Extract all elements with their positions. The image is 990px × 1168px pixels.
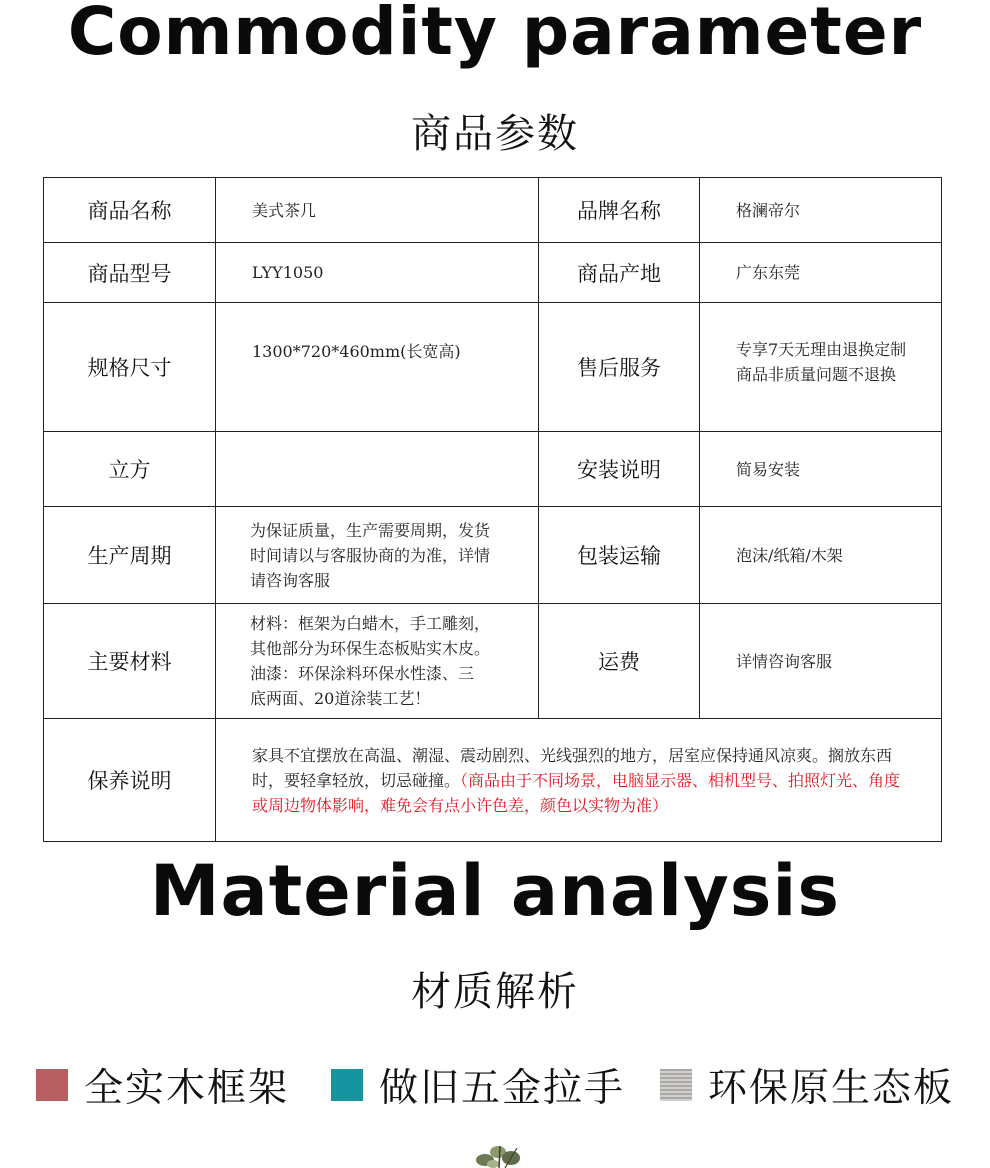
param-value-line: 请咨询客服: [250, 570, 331, 590]
parameter-table: [43, 177, 942, 842]
param-value: 详情咨询客服: [700, 604, 942, 719]
param-value: [700, 303, 942, 432]
legend-swatch: [36, 1069, 68, 1101]
table-row: [44, 243, 942, 303]
title-chinese-material: 材质解析: [411, 969, 579, 1015]
param-value: 简易安装: [700, 432, 942, 507]
param-value: LYY1050: [216, 243, 539, 303]
param-value-line: 专享7天无理由退换定制: [736, 340, 907, 359]
legend-label: 环保原生态板: [708, 1066, 955, 1111]
plant-decoration: [465, 1138, 535, 1168]
param-value-line: 商品非质量问题不退换: [736, 365, 897, 384]
table-row: [44, 432, 942, 507]
param-value: 1300*720*460mm(长宽高): [216, 303, 539, 432]
param-label: 立方: [44, 432, 216, 507]
title-chinese-parameter: 商品参数: [411, 111, 579, 157]
title-english-parameter: Commodity parameter: [67, 0, 923, 70]
color-disclaimer: （商品由于不同场景，电脑显示器、相机型号、拍照灯光、角度或周边物体影响，难免会有点小许色差，颜色以实物为准）: [252, 770, 901, 815]
param-value: [216, 507, 539, 604]
param-label: 商品型号: [44, 243, 216, 303]
table-row: [44, 507, 942, 604]
param-label: 售后服务: [539, 303, 700, 432]
param-value: 格澜帝尔: [700, 178, 942, 243]
legend-item: [331, 1058, 625, 1112]
care-instructions: [216, 719, 942, 842]
param-label: 商品产地: [539, 243, 700, 303]
param-value: [216, 432, 539, 507]
param-label: 包装运输: [539, 507, 700, 604]
legend-swatch: [331, 1069, 363, 1101]
param-label: 保养说明: [44, 719, 216, 842]
param-label: 商品名称: [44, 178, 216, 243]
table-row: [44, 604, 942, 719]
param-label: 运费: [539, 604, 700, 719]
title-english-material: Material analysis: [149, 850, 841, 932]
param-label: 安装说明: [539, 432, 700, 507]
legend-label: 做旧五金拉手: [379, 1066, 626, 1111]
param-value-line: 其他部分为环保生态板贴实木皮。: [250, 639, 491, 658]
param-value-line: 为保证质量，生产需要周期，发货: [250, 520, 491, 540]
param-value: 广东东莞: [700, 243, 942, 303]
param-label: 生产周期: [44, 507, 216, 604]
table-row: [44, 719, 942, 842]
param-value-line: 油漆：环保涂料环保水性漆、三: [250, 664, 475, 683]
param-value: 泡沫/纸箱/木架: [700, 507, 942, 604]
param-value-line: 底两面、20道涂装工艺！: [250, 689, 431, 708]
table-row: [44, 303, 942, 432]
param-label: 品牌名称: [539, 178, 700, 243]
legend-label: 全实木框架: [84, 1066, 290, 1111]
param-label: 主要材料: [44, 604, 216, 719]
param-value-line: 材料：框架为白蜡木，手工雕刻，: [250, 614, 491, 633]
param-value-line: 时间请以与客服协商的为准，详情: [250, 545, 491, 565]
care-text: 家具不宜摆放在高温、潮湿、震动剧烈、光线强烈的地方，居室应保持通风凉爽。搁放东西时，要轻拿轻放，切忌碰撞。: [252, 745, 893, 790]
material-legend: [0, 1058, 990, 1112]
param-label: 规格尺寸: [44, 303, 216, 432]
param-value: [216, 604, 539, 719]
table-row: [44, 178, 942, 243]
param-value: 美式茶几: [216, 178, 539, 243]
legend-item: [36, 1058, 289, 1112]
legend-item: [660, 1058, 954, 1112]
legend-swatch: [660, 1069, 692, 1101]
